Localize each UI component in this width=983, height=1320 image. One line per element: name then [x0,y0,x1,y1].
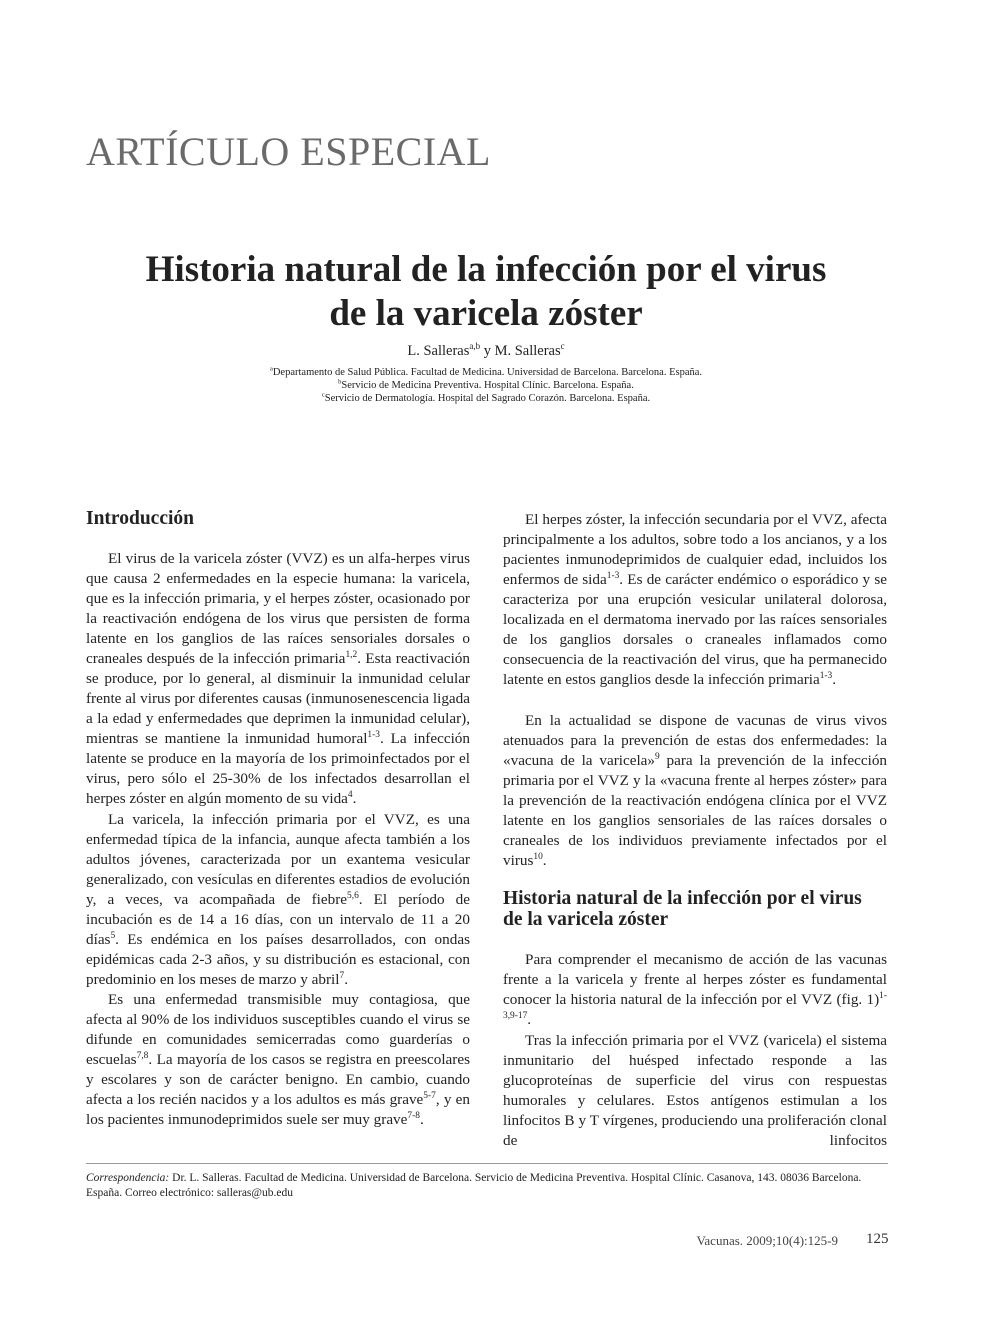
paragraph: El virus de la varicela zóster (VVZ) es un alfa-herpes virus que causa 2 enfermedades en la especie humana: la varicela, que es la infección primaria, y el herpes zóster, ocasionado por la reactivación endógena de los virus que persisten de forma latente en los ganglios de las raíces sensoriales dorsales o craneales después de la infección primaria$^{1,2}$. Esta reactivación se produce, por lo general, al disminuir la inmunidad celular frente al virus por diferentes causas (inmunosenescencia ligada a la edad y enfermedades que deprimen la inmunidad celular), mientras se mantiene la inmunidad humoral$^{1-3}$. La infección latente se produce en la mayoría de los primoinfectados por el virus, pero sólo el 25-30% de los infectados desarrollan el herpes zóster en algún momento de su vida$^4$. [86,550,470,807]
affiliation-c [86,392,886,405]
heading-introduccion: Introducción [86,508,194,529]
section-label: ARTÍCULO ESPECIAL [86,129,491,174]
author-connector: y [480,343,495,359]
affiliation-mark: a [269,365,273,373]
affiliation-mark: c [321,391,325,399]
title-line-2: de la varicela zóster [329,293,643,334]
author-1-affil-marks: a,b [469,341,481,352]
paragraph: El herpes zóster, la infección secundaria por el VVZ, afecta principalmente a los adultos, sobre todo a los ancianos, y a los pacientes inmunodeprimidos de cualquier edad, incluidos los enfermos de sida$^{1-3}$. Es de carácter endémico o esporádico y se caracteriza por una erupción vesicular unilateral dolorosa, localizada en el dermatoma inervado por las raíces sensoriales de los ganglios dorsales o craneales inflamados como consecuencia de la reactivación del virus, que ha permanecido latente en estos ganglios desde la infección primaria$^{1-3}$. [503,511,887,688]
heading-historia-natural [503,888,862,930]
heading-line: Historia natural de la infección por el virus [503,888,862,909]
correspondence-footnote [86,1171,886,1201]
footnote-label: Correspondencia: [86,1172,170,1184]
affiliation-text: Departamento de Salud Pública. Facultad de Medicina. Universidad de Barcelona. Barcelona. España. [272,367,703,378]
affiliation-mark: b [338,378,342,386]
paragraph: La varicela, la infección primaria por el VVZ, es una enfermedad típica de la infancia, aunque afecta también a los adultos jóvenes, caracterizada por un exantema vesicular generalizado, con vesículas en diferentes estadios de evolución y, a veces, va acompañada de fiebre$^{5,6}$. El período de incubación es de 14 a 16 días, con un intervalo de 11 a 20 días$^5$. Es endémica en los países desarrollados, con ondas epidémicas cada 2-3 años, y su distribución es estacional, con predominio en los meses de marzo y abril$^7$. [86,811,470,988]
affiliations [86,366,886,405]
affiliation-text: Servicio de Dermatología. Hospital del Sagrado Corazón. Barcelona. España. [324,393,651,404]
author-1: L. Salleras [407,343,470,359]
author-line [86,343,886,360]
affiliation-a [86,366,886,379]
author-2-affil-marks: c [560,341,565,352]
heading-line: de la varicela zóster [503,909,669,930]
affiliation-text: Servicio de Medicina Preventiva. Hospital Clínic. Barcelona. España. [341,380,634,391]
page-number: 125 [866,1231,889,1247]
paragraph: En la actualidad se dispone de vacunas de virus vivos atenuados para la prevención de estas dos enfermedades: la «vacuna de la varicela»$^9$ para la prevención de la infección primaria por el VVZ y la «vacuna frente al herpes zóster» para la prevención de la reactivación endógena clínica por el VVZ latente en los ganglios sensoriales de las raíces dorsales o craneales de los individuos previamente infectados por el virus$^{10}$. [503,712,888,869]
paragraph: Es una enfermedad transmisible muy contagiosa, que afecta al 90% de los individuos susceptibles cuando el virus se difunde en comunidades semicerradas como guarderías o escuelas$^{7,8}$. La mayoría de los casos se registra en preescolares y escolares y son de carácter benigno. En cambio, cuando afecta a los recién nacidos y a los adultos es más grave$^{5-7}$, y en los pacientes inmunodeprimidos suele ser muy grave$^{7-8}$. [86,991,470,1128]
journal-citation: Vacunas. 2009;10(4):125-9 [696,1233,838,1248]
paragraph: Para comprender el mecanismo de acción de las vacunas frente a la varicela y frente al herpes zóster es fundamental conocer la historia natural de la infección por el VVZ (fig. 1)$^{1-3,9-17}$. [503,951,887,1028]
title-line-1: Historia natural de la infección por el virus [145,249,827,290]
footnote-text: Dr. L. Salleras. Facultad de Medicina. Universidad de Barcelona. Servicio de Medicina Preventiva. Hospital Clínic. Casanova, 143. 08036 Barcelona. España. Correo electrónico: salleras@ub.edu [86,1172,862,1199]
paragraph: Tras la infección primaria por el VVZ (varicela) el sistema inmunitario del huésped infectado responde a las glucoproteínas de superficie del virus con respuestas humorales y celulares. Estos antígenos estimulan a los linfocitos B y T vírgenes, produciendo una proliferación clonal de linfocitos [503,1032,887,1149]
article-title [86,248,886,336]
affiliation-b [86,379,886,392]
author-2: M. Salleras [494,343,561,359]
footnote-divider [86,1163,888,1164]
